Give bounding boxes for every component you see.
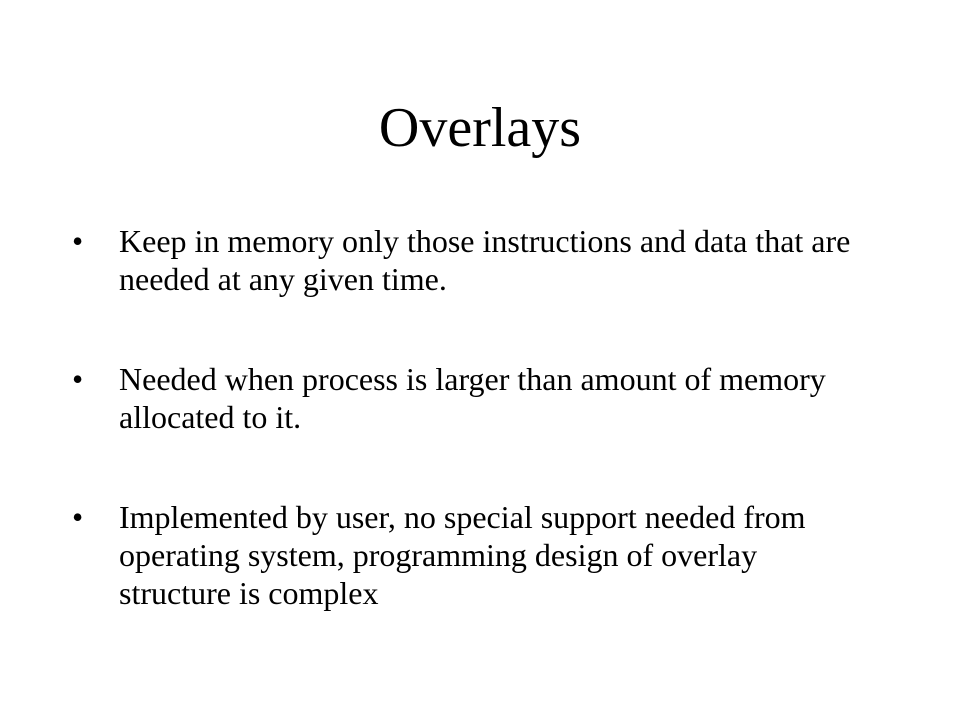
bullet-list xyxy=(72,222,872,612)
slide-title: Overlays xyxy=(378,97,582,159)
bullet-marker: • xyxy=(72,223,84,259)
bullet-item xyxy=(72,360,872,436)
bullet-item xyxy=(72,498,872,612)
bullet-marker: • xyxy=(72,361,84,397)
bullet-text: Implemented by user, no special support needed from operating system, programming design of overlay structure is complex xyxy=(119,499,806,611)
bullet-text: Keep in memory only those instructions and data that are needed at any given time. xyxy=(119,223,851,297)
bullet-item xyxy=(72,222,872,298)
bullet-text: Needed when process is larger than amount of memory allocated to it. xyxy=(119,361,826,435)
bullet-marker: • xyxy=(72,499,84,535)
